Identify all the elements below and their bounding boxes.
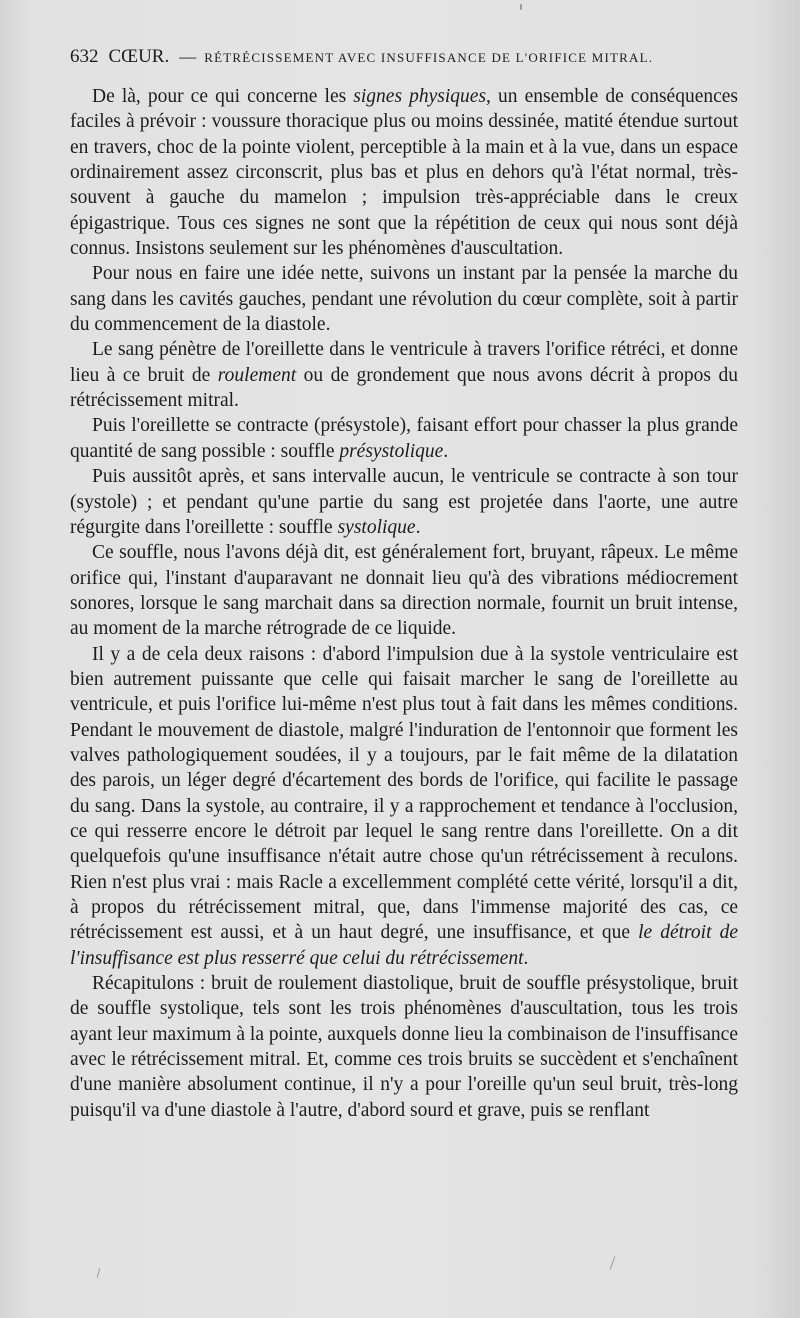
text-run: Pour nous en faire une idée nette, suivons un instant par la pensée la marche du sang dans les cavités gauches, pendant une révolution du cœur complète, soit à partir du commencement de la diastole. [70, 263, 738, 336]
running-title: RÉTRÉCISSEMENT AVEC INSUFFISANCE DE L'ORIFICE MITRAL. [204, 50, 654, 65]
header-dash: — [179, 47, 197, 66]
paragraph [70, 540, 738, 641]
paragraph [70, 464, 738, 540]
text-run: Récapitulons : bruit de roulement diastolique, bruit de souffle présystolique, bruit de souffle systolique, tels sont les trois phénomènes d'auscultation, tous les trois ayant leur maximum à la pointe, auxquels donne lieu la combinaison de l'insuffisance avec le rétrécissement mitral. Et, comme ces trois bruits se succèdent et s'enchaînent d'une manière absolument continue, il n'y a pour l'oreille qu'un seul bruit, très-long puisqu'il va d'une diastole à l'autre, d'abord sourd et grave, puis se renflant [70, 973, 738, 1121]
italic-text: le détroit de l'insuffisance est plus resserré que celui du rétrécissement [70, 922, 738, 969]
italic-text: systolique [337, 516, 416, 538]
speck-mark [97, 1268, 101, 1278]
paragraph [70, 971, 738, 1123]
italic-text: présystolique [339, 440, 444, 462]
body-text [70, 84, 738, 1123]
text-run: . [415, 516, 421, 538]
text-run: . [443, 440, 449, 462]
text-run: , un ensemble de conséquences faciles à prévoir : voussure thoracique plus ou moins dessinée, matité étendue surtout en travers, choc de la pointe violent, perceptible à la main et à la vue, dans un espace ordinairement assez circonscrit, plus bas et plus en dehors qu'à l'état normal, très-souvent à gauche du mamelon ; impulsion très-appréciable dans le creux épigastrique. Tous ces signes ne sont que la répétition de ceux qui nous sont déjà connus. Insistons seulement sur les phénomènes d'auscultation. [70, 86, 739, 260]
italic-text: signes physiques [353, 86, 487, 107]
paragraph [70, 413, 738, 464]
page-header [70, 46, 740, 68]
paragraph [70, 84, 738, 261]
italic-text: roulement [217, 364, 297, 386]
text-run: Ce souffle, nous l'avons déjà dit, est généralement fort, bruyant, râpeux. Le même orifice qui, l'instant d'auparavant ne donnait lieu qu'à des vibrations médiocrement sonores, lorsque le sang marchait dans sa direction normale, fournit un bruit intense, au moment de la marche rétrograde de ce liquide. [70, 542, 738, 640]
chapter-title: CŒUR. [108, 46, 170, 67]
text-run: Le sang pénètre de l'oreillette dans le ventricule à travers l'orifice rétréci, et donne lieu à ce bruit de [70, 339, 738, 386]
text-run: Il y a de cela deux raisons : d'abord l'impulsion due à la systole ventriculaire est bien autrement puissante que celle qui faisait marcher le sang de l'oreillette au ventricule, et puis l'orifice lui-même n'est plus tout à fait dans les mêmes conditions. Pendant le mouvement de diastole, malgré l'induration de l'entonnoir que forment les valves pathologiquement soudées, il y a toujours, par le fait même de la dilatation des parois, un léger degré d'écartement des bords de l'orifice, qui facilite le passage du sang. Dans la systole, au contraire, il y a rapprochement et tendance à l'occlusion, ce qui resserre encore le détroit par lequel le sang rentre dans l'oreillette. On a dit quelquefois qu'une insuffisance n'était autre chose qu'un rétrécissement à reculons. Rien n'est plus vrai : mais Racle a excellemment complété cette vérité, lorsqu'il a dit, à propos du rétrécissement mitral, que, dans l'immense majorité des cas, ce rétrécissement est aussi, et à un haut degré, une insuffisance, et que [70, 643, 738, 944]
text-run: Puis aussitôt après, et sans intervalle aucun, le ventricule se contracte à son tour (systole) ; et pendant qu'une partie du sang est projetée dans l'aorte, une autre régurgite dans l'oreillette : souffle [70, 466, 738, 538]
text-run: Puis l'oreillette se contracte (présystole), faisant effort pour chasser la plus grande quantité de sang possible : souffle [70, 415, 738, 462]
speck-mark [520, 4, 522, 10]
text-run: . [523, 947, 529, 969]
text-run: De là, pour ce qui concerne les [92, 86, 354, 107]
text-run: ou de grondement que nous avons décrit à propos du rétrécissement mitral. [70, 364, 738, 412]
paragraph [70, 337, 738, 413]
paragraph [70, 261, 738, 337]
paragraph [70, 642, 738, 971]
speck-mark [610, 1256, 616, 1269]
page-number: 632 [70, 46, 99, 67]
